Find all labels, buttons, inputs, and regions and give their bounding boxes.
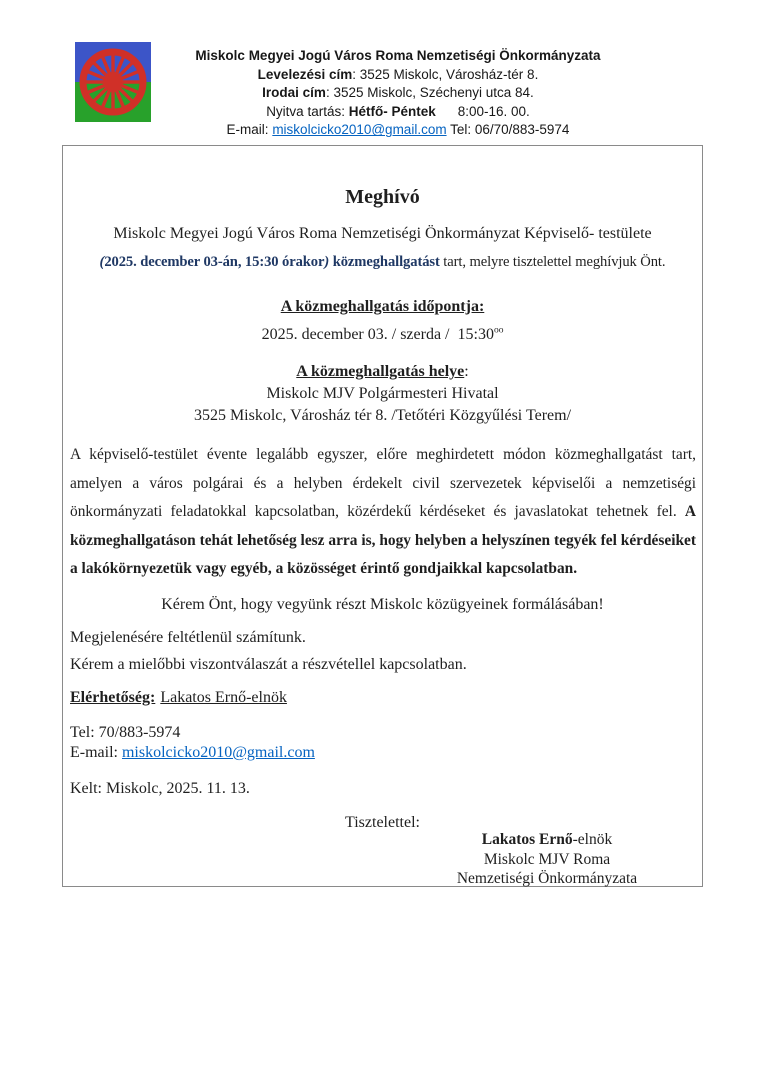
opening-days: Hétfő- Péntek: [348, 103, 436, 119]
paren-open: (: [99, 254, 105, 270]
event-name-highlight: közmeghallgatást: [329, 254, 440, 270]
venue-address: 3525 Miskolc, Városház tér 8. /Tetőtéri Közgyűlési Terem/: [193, 407, 572, 424]
email-label: E-mail:: [226, 122, 273, 138]
email-label: E-mail:: [70, 744, 122, 761]
where-heading: A közmeghallgatás helye:: [296, 363, 469, 380]
letter-title: Meghívó: [345, 186, 420, 208]
signature-org-line1: Miskolc MJV Roma: [483, 850, 611, 868]
letter-box: [62, 145, 703, 887]
when-value: 2025. december 03. / szerda / $15:30^{oo}$: [261, 325, 504, 343]
body-paragraph-regular: A képviselő-testület évente legalább egyszer, előre meghirdetett módon közmeghallgatást tart, amelyen a város polgárai és a helyben érdekelt civil szervezetek képviselői a nemzetiségi önkormányzati feladatokkal kapcsolatban, közérdekű kérdéseket és javaslatokat tehetnek fel.: [70, 446, 696, 520]
signature-block: [417, 830, 677, 889]
contact-line: [70, 687, 695, 708]
mailing-address-value: : 3525 Miskolc, Városház-tér 8.: [352, 66, 539, 82]
invitation-rest: tart, melyre tisztelettel meghívjuk Önt.: [439, 254, 666, 270]
venue-name: Miskolc MJV Polgármesteri Hivatal: [266, 385, 499, 402]
signature-org-line2: Nemzetiségi Önkormányzata: [456, 870, 638, 887]
signature-name-line: [417, 830, 677, 850]
mailing-address-line: [33, 66, 763, 85]
mailing-address-label: Levelezési cím: [257, 66, 353, 82]
email-line: [70, 743, 695, 763]
event-datetime: 2025. december 03-án, 15:30 órakor: [104, 254, 325, 270]
closing-line: Tisztelettel:: [345, 814, 420, 831]
appeal-line: Kérem Önt, hogy vegyünk részt Miskolc közügyeinek formálásában!: [161, 596, 604, 613]
opening-hours-line: [33, 103, 763, 122]
letterhead: [0, 0, 763, 140]
letter-email-link[interactable]: miskolcicko2010@gmail.com: [121, 744, 315, 761]
reply-request-line: Kérem a mielőbbi viszontválaszát a részvétellel kapcsolatban.: [70, 656, 467, 673]
date-line: Kelt: Miskolc, 2025. 11. 13.: [70, 780, 250, 797]
where-heading-colon: :: [464, 363, 469, 380]
body-paragraph-bold: A közmeghallgatáson tehát lehetőség lesz arra is, hogy helyben a helyszínen tegyék fel kérdéseiket a lakókörnyezetük vagy egyéb, a közösséget érintő gondjaikkal kapcsolatban.: [70, 503, 696, 577]
paren-close: ): [324, 254, 330, 270]
signature-title: -elnök: [572, 831, 613, 848]
body-paragraph: [70, 441, 696, 584]
contact-line: [33, 121, 763, 140]
office-address-value: : 3525 Miskolc, Széchenyi utca 84.: [325, 85, 534, 101]
letter-subtitle: Miskolc Megyei Jogú Város Roma Nemzetiségi Önkormányzat Képviselő- testülete: [113, 225, 652, 242]
contact-label: Elérhetőség:: [70, 689, 156, 706]
attendance-line: Megjelenésére feltétlenül számítunk.: [70, 629, 306, 646]
office-address-label: Irodai cím: [262, 85, 326, 101]
opening-hours-label: Nyitva tartás:: [266, 103, 349, 119]
when-heading: A közmeghallgatás időpontja:: [280, 298, 485, 315]
time-superscript: oo: [493, 325, 504, 336]
org-name: Miskolc Megyei Jogú Város Roma Nemzetiségi Önkormányzata: [195, 48, 601, 63]
contact-person: Lakatos Ernő-elnök: [160, 689, 287, 706]
letterhead-text: [33, 47, 763, 140]
phone-line: Tel: 70/883-5974: [70, 724, 181, 741]
opening-hours-value: 8:00-16. 00.: [457, 103, 530, 119]
signature-name: Lakatos Ernő: [481, 831, 573, 848]
header-email-link[interactable]: miskolcicko2010@gmail.com: [272, 122, 447, 138]
invitation-line: [70, 251, 695, 273]
header-phone: Tel: 06/70/883-5974: [446, 122, 570, 138]
office-address-line: [33, 84, 763, 103]
